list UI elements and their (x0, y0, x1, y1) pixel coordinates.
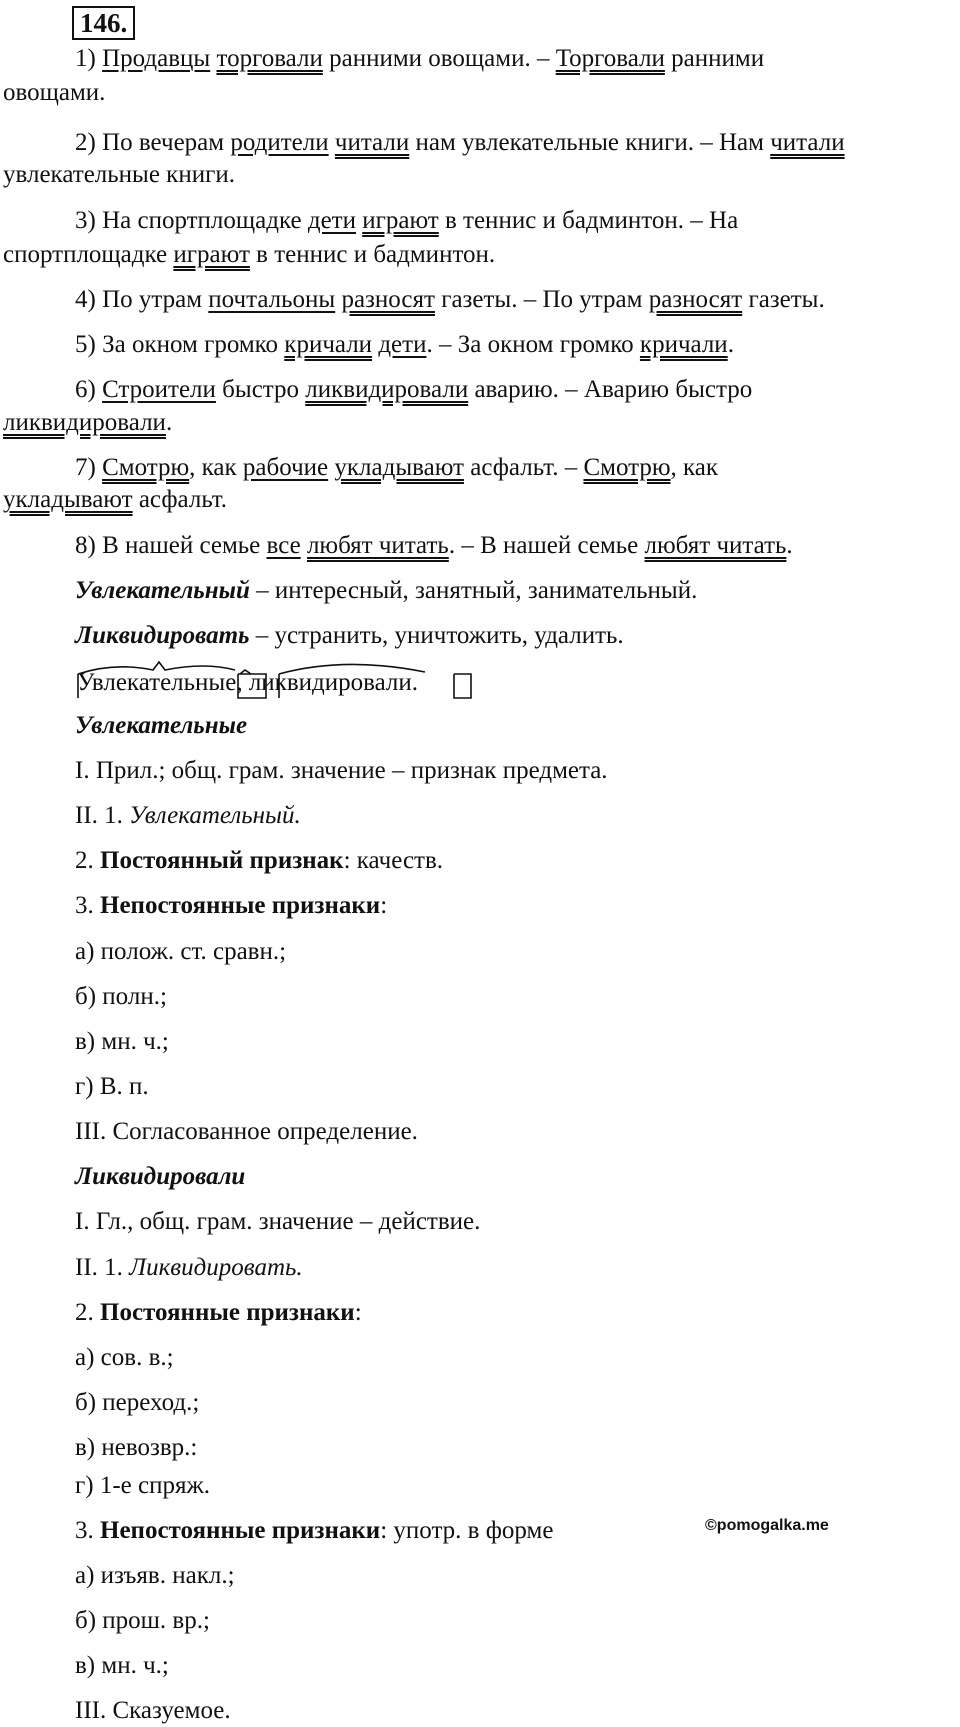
sentence-7-line-1 (75, 455, 718, 480)
text: асфальт. (132, 486, 228, 513)
analysis-2-line: в) невозвр.: (75, 1434, 198, 1461)
predicate: кричали (639, 331, 728, 358)
analysis-2-line: а) изъяв. накл.; (75, 1562, 235, 1589)
text: овощами. (3, 79, 106, 106)
initial-form: Увлекательный. (129, 802, 301, 829)
text: 2) По вечерам (75, 129, 231, 156)
text: 7) (75, 454, 103, 481)
subject: почтальоны (208, 286, 336, 313)
analysis-1-line: г) В. п. (75, 1073, 149, 1100)
sentence-3-line-2 (3, 242, 495, 267)
predicate: читали (770, 129, 845, 156)
text: ранними (664, 45, 765, 72)
initial-form: Ликвидировать. (129, 1254, 303, 1281)
heading: Непостоянные признаки (100, 1517, 381, 1544)
text: в теннис и бадминтон. – На (438, 207, 739, 234)
subject: Продавцы (102, 45, 211, 72)
predicate: любят читать (644, 532, 787, 559)
analysis-1-line (75, 803, 301, 828)
text: увлекательные книги. (3, 161, 235, 188)
predicate: торговали (216, 45, 323, 72)
text: аварию. – Аварию быстро (468, 376, 753, 403)
text: 3. (75, 892, 100, 919)
morpheme-parsing (75, 660, 475, 700)
predicate: разносят (341, 286, 435, 313)
text: . (165, 409, 173, 436)
term: Увлекательный (75, 577, 250, 604)
text: 1) (75, 45, 103, 72)
copyright: ©pomogalka.me (705, 1517, 829, 1534)
definition-2 (75, 623, 624, 648)
text: газеты. – По утрам (434, 286, 649, 313)
text: в теннис и бадминтон. (249, 241, 496, 268)
analysis-2-line: а) сов. в.; (75, 1344, 174, 1371)
morpheme-words (77, 670, 418, 695)
sentence-8 (75, 533, 793, 558)
sentence-2-line-2 (3, 162, 235, 187)
text: нам увлекательные книги. – Нам (409, 129, 771, 156)
analysis-1-line: I. Прил.; общ. грам. значение – признак предмета. (75, 757, 608, 784)
predicate: Смотрю (102, 454, 190, 481)
text: – интересный, занятный, занимательный. (249, 577, 698, 604)
analysis-1-line (75, 848, 443, 873)
text: , как (189, 454, 243, 481)
text: 3) На спортплощадке (75, 207, 308, 234)
analysis-1-title: Увлекательные (75, 712, 248, 739)
analysis-2-line: III. Сказуемое. (75, 1697, 231, 1724)
predicate: ликвидировали (3, 409, 166, 436)
predicate: читали (334, 129, 410, 156)
predicate: Торговали (555, 45, 665, 72)
subject: Строители (102, 376, 216, 403)
sentence-5 (75, 332, 734, 357)
subject: все (266, 532, 301, 559)
text: : (354, 1299, 362, 1326)
predicate: укладывают (334, 454, 464, 481)
analysis-1-line (75, 893, 387, 918)
analysis-1-line: б) полн.; (75, 983, 167, 1010)
term: Ликвидировать (75, 622, 250, 649)
analysis-2-line (75, 1300, 362, 1325)
subject: родители (230, 129, 329, 156)
text: спортплощадке (3, 241, 174, 268)
predicate: укладывают (3, 486, 133, 513)
text: . (727, 331, 734, 358)
sentence-7-line-2 (3, 487, 227, 512)
heading: Непостоянные признаки (100, 892, 381, 919)
predicate: играют (173, 241, 250, 268)
predicate: Смотрю (583, 454, 671, 481)
analysis-1-line: а) полож. ст. сравн.; (75, 938, 287, 965)
subject: рабочие (242, 454, 329, 481)
text: II. 1. (75, 802, 130, 829)
text: 2. (75, 1299, 100, 1326)
analysis-2-line (75, 1518, 553, 1543)
analysis-2-line: б) прош. вр.; (75, 1607, 210, 1634)
word: Увлекательные (77, 669, 237, 696)
subject: дети (378, 331, 427, 358)
text: 4) По утрам (75, 286, 209, 313)
text: 3. (75, 1517, 100, 1544)
subject: дети (307, 207, 356, 234)
sentence-6-line-1 (75, 377, 752, 402)
analysis-2-line: в) мн. ч.; (75, 1652, 169, 1679)
predicate: ликвидировали (305, 376, 469, 403)
text: – устранить, уничтожить, удалить. (249, 622, 624, 649)
text: : качеств. (343, 847, 444, 874)
sentence-1-line-2 (3, 80, 105, 105)
analysis-1-line: в) мн. ч.; (75, 1028, 169, 1055)
sentence-2-line-1 (75, 130, 845, 155)
text: асфальт. – (463, 454, 584, 481)
text: . (786, 532, 793, 559)
text: 2. (75, 847, 100, 874)
heading: Постоянные признаки (100, 1299, 355, 1326)
word: ликвидировали (248, 669, 412, 696)
definition-1 (75, 578, 697, 603)
text: 6) (75, 376, 103, 403)
text: : (380, 892, 388, 919)
text: газеты. (742, 286, 825, 313)
analysis-2-line: г) 1-е спряж. (75, 1472, 210, 1499)
sentence-6-line-2 (3, 410, 172, 435)
text: : употр. в форме (380, 1517, 554, 1544)
predicate: любят читать (306, 532, 449, 559)
text: ранними овощами. – (322, 45, 556, 72)
text: . – За окном громко (426, 331, 640, 358)
text: 5) За окном громко (75, 331, 285, 358)
predicate: играют (362, 207, 439, 234)
text: , как (670, 454, 719, 481)
analysis-2-line: I. Гл., общ. грам. значение – действие. (75, 1208, 481, 1235)
analysis-1-line: III. Согласованное определение. (75, 1118, 418, 1145)
text: . – В нашей семье (448, 532, 645, 559)
text: II. 1. (75, 1254, 130, 1281)
analysis-2-line (75, 1255, 303, 1280)
text: , (236, 669, 249, 696)
text: быстро (215, 376, 306, 403)
text: . (411, 669, 419, 696)
sentence-3-line-1 (75, 208, 738, 233)
text: 8) В нашей семье (75, 532, 267, 559)
predicate: кричали (284, 331, 373, 358)
analysis-2-title: Ликвидировали (75, 1163, 246, 1190)
analysis-2-line: б) переход.; (75, 1389, 200, 1416)
task-number: 146. (72, 6, 135, 40)
sentence-1-line-1 (75, 46, 764, 71)
sentence-4 (75, 287, 825, 312)
heading: Постоянный признак (100, 847, 344, 874)
predicate: разносят (648, 286, 743, 313)
